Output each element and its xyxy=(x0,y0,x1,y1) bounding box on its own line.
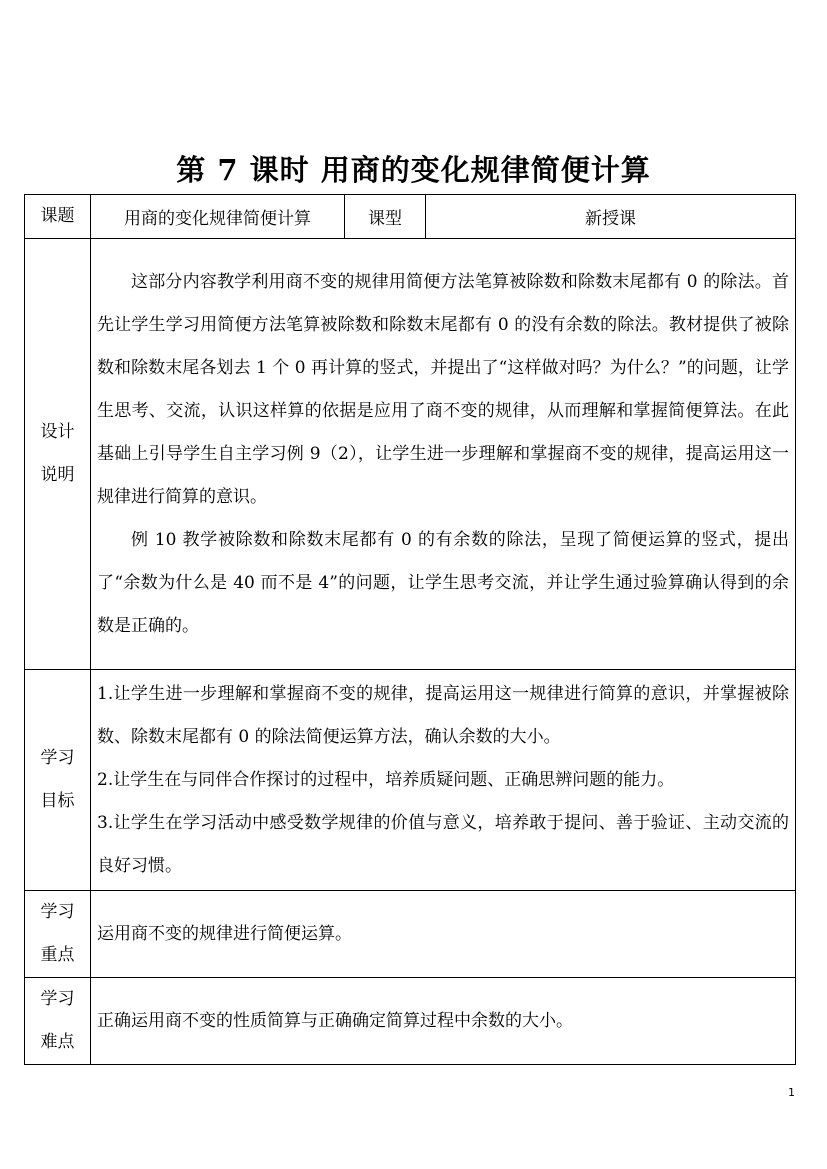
difficulties-label-line1: 学习 xyxy=(40,989,75,1009)
type-value: 新授课 xyxy=(426,195,796,239)
objectives-label-line1: 学习 xyxy=(40,748,75,768)
difficulties-text: 正确运用商不变的性质简算与正确确定简算过程中余数的大小。 xyxy=(97,1010,573,1031)
page-title: 第 7 课时 用商的变化规律简便计算 xyxy=(176,153,651,187)
table-row-key-points xyxy=(25,891,796,978)
difficulties-label xyxy=(25,978,91,1065)
table-row-difficulties xyxy=(25,978,796,1065)
table-row-objectives xyxy=(25,670,796,891)
key-points-label xyxy=(25,891,91,978)
design-paragraph: 这部分内容教学利用商不变的规律用简便方法笔算被除数和除数末尾都有 0 的除法。首先让学生学习用简便方法笔算被除数和除数末尾都有 0 的没有余数的除法。教材提供了被除数和除数末尾各划去 1 个 0 再计算的竖式，并提出了“这样做对吗？为什么？”的问题，让学生思考、交流，认识这样算的依据是应用了商不变的规律，从而理解和掌握简便算法。在此基础上引导学生自主学习例 9（2），让学生进一步理解和掌握商不变的规律，提高运用这一规律进行简算的意识。 xyxy=(97,271,789,507)
key-points-content xyxy=(91,891,796,978)
design-label xyxy=(25,239,91,670)
lesson-plan-table xyxy=(24,194,796,1065)
design-paragraph: 例 10 教学被除数和除数末尾都有 0 的有余数的除法，呈现了简便运算的竖式，提出了“余数为什么是 40 而不是 4”的问题，让学生思考交流，并让学生通过验算确认得到的余数是正确的。 xyxy=(97,529,789,636)
topic-label: 课题 xyxy=(25,195,91,239)
key-points-label-line2: 重点 xyxy=(40,945,75,965)
table-row-design xyxy=(25,239,796,670)
type-label: 课型 xyxy=(345,195,426,239)
topic-value: 用商的变化规律简便计算 xyxy=(91,195,345,239)
design-label-line1: 设计 xyxy=(40,422,75,442)
difficulties-content xyxy=(91,978,796,1065)
objective-item: 3.让学生在学习活动中感受数学规律的价值与意义，培养敢于提问、善于验证、主动交流的良好习惯。 xyxy=(97,812,789,876)
table-row-topic xyxy=(25,195,796,239)
design-content xyxy=(91,239,796,670)
objective-item: 2.让学生在与同伴合作探讨的过程中，培养质疑问题、正确思辨问题的能力。 xyxy=(97,769,675,790)
design-label-line2: 说明 xyxy=(40,465,75,485)
difficulties-label-line2: 难点 xyxy=(40,1032,75,1052)
objectives-label-line2: 目标 xyxy=(40,791,75,811)
objective-item: 1.让学生进一步理解和掌握商不变的规律，提高运用这一规律进行简算的意识，并掌握被除数、除数末尾都有 0 的除法简便运算方法，确认余数的大小。 xyxy=(97,683,789,747)
objectives-label xyxy=(25,670,91,891)
page-number: 1 xyxy=(788,1086,795,1099)
key-points-label-line1: 学习 xyxy=(40,902,75,922)
key-points-text: 运用商不变的规律进行简便运算。 xyxy=(97,923,352,944)
objectives-content xyxy=(91,670,796,891)
